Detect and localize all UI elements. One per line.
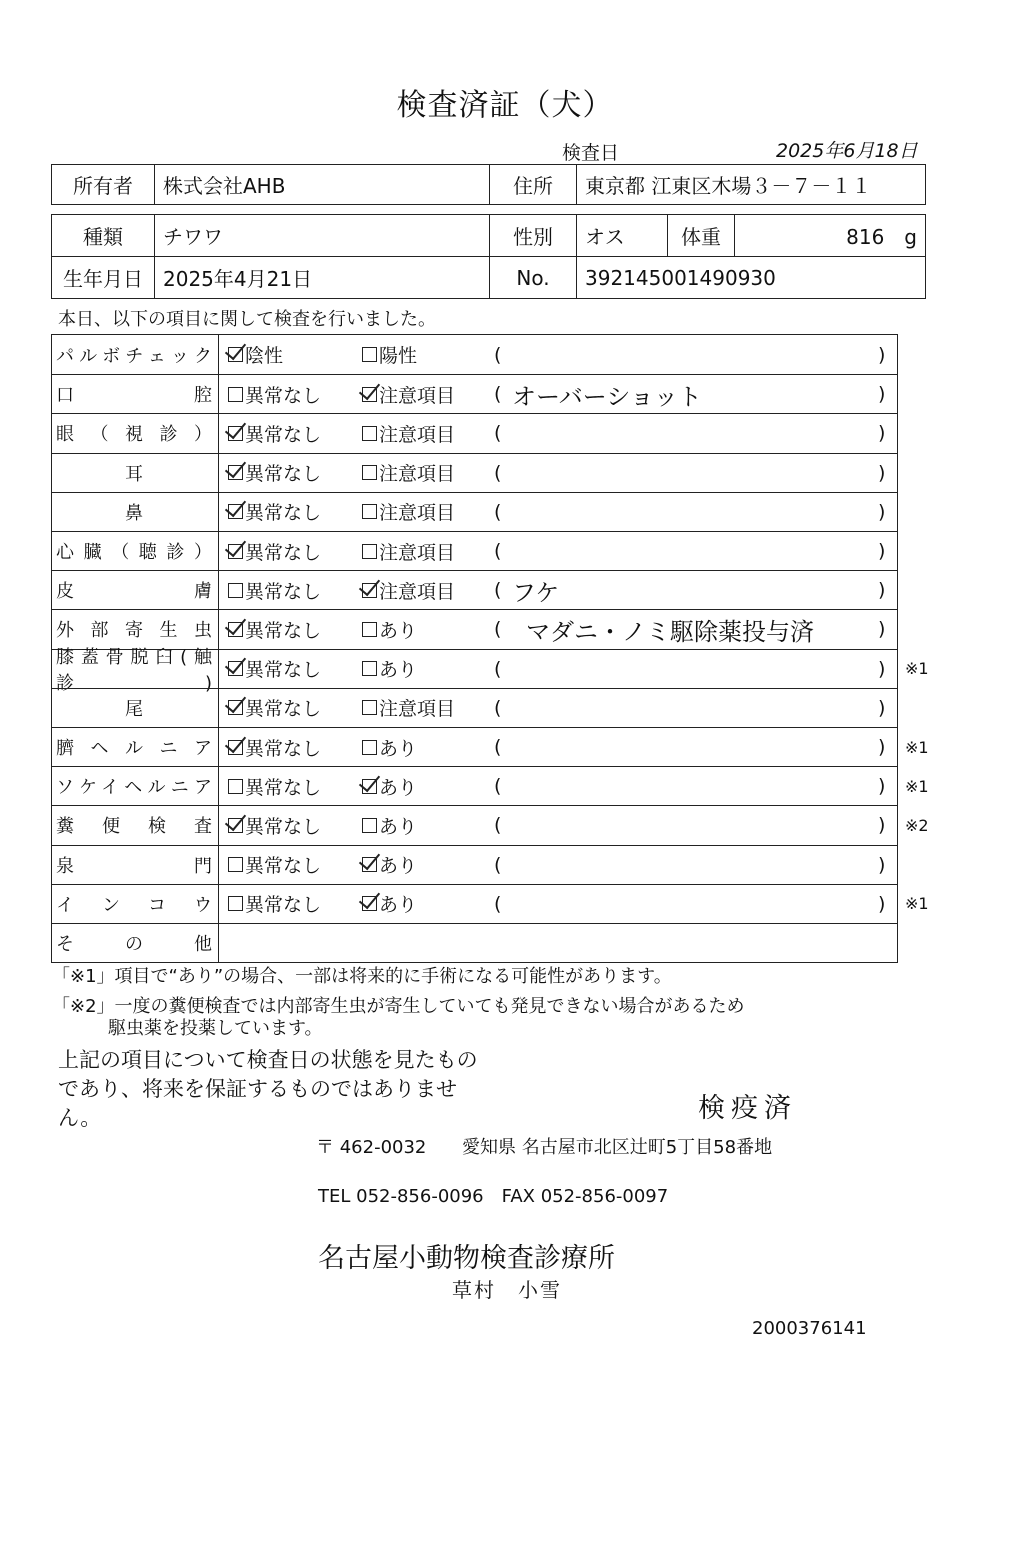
row-option: [362, 493, 455, 531]
checkbox-icon: [228, 583, 243, 598]
option-label: 異常なし: [245, 815, 322, 838]
row-item-label: 尾: [125, 698, 145, 720]
row-item-label: 膝蓋骨脱臼(触診): [56, 646, 214, 694]
option-label: 異常なし: [245, 855, 322, 878]
row-note: オーバーショット: [512, 382, 702, 411]
inspection-row: [52, 727, 929, 766]
option-label: 異常なし: [245, 894, 322, 917]
option-label: 異常なし: [245, 619, 322, 642]
quarantine-stamp: 検疫済: [698, 1093, 797, 1124]
row-option: [228, 846, 321, 884]
footnote-mark: ※1: [905, 737, 929, 757]
paren-open: (: [494, 343, 502, 366]
checkbox-icon: [362, 544, 377, 559]
inspection-row: [52, 413, 897, 452]
breed-value: チワワ: [155, 215, 490, 257]
option-label: 陽性: [379, 345, 418, 368]
disclaimer: 上記の項目について検査日の状態を見たものであり、将来を保証するものではありません。: [58, 1048, 478, 1130]
option-label: 注意項目: [379, 384, 456, 407]
checkbox-icon: [228, 465, 243, 480]
checkbox-icon: [228, 857, 243, 872]
row-option: [228, 335, 283, 374]
sex-label: 性別: [490, 215, 577, 257]
notice-text: 本日、以下の項目に関して検査を行いました。: [58, 309, 436, 330]
inspection-row: [52, 845, 897, 884]
row-item-name: [52, 885, 219, 923]
checkbox-icon: [362, 896, 377, 911]
checkbox-icon: [362, 818, 377, 833]
page-title: 検査済証（犬）: [396, 88, 614, 123]
row-item-name: [52, 493, 219, 531]
row-item-name: [52, 571, 219, 609]
row-item-label: 糞便検査: [56, 816, 214, 838]
row-option: [228, 493, 321, 531]
footnote-mark: ※2: [905, 815, 929, 835]
row-option: [362, 767, 417, 805]
footnote-mark: ※1: [905, 894, 929, 914]
paren-open: (: [494, 775, 502, 798]
paren-open: (: [494, 461, 502, 484]
row-option: [228, 532, 321, 570]
clinic-name: 名古屋小動物検査診療所: [318, 1243, 615, 1274]
pet-table: [51, 214, 926, 299]
paren-close: ): [878, 775, 886, 798]
inspection-row: [52, 688, 897, 727]
inspection-row: [52, 766, 929, 805]
option-label: 注意項目: [379, 423, 456, 446]
row-option: [362, 414, 455, 452]
paren-close: ): [878, 540, 886, 563]
inspection-row-other: [52, 923, 897, 962]
sex-value: オス: [577, 215, 668, 257]
row-option: [228, 650, 321, 688]
paren-open: (: [494, 657, 502, 680]
checkbox-icon: [228, 504, 243, 519]
inspection-row: [52, 805, 929, 844]
row-item-label: 眼（視診）: [56, 424, 214, 446]
row-item-name: [52, 728, 219, 766]
row-item-label: 皮 膚: [56, 581, 214, 603]
option-label: 異常なし: [245, 698, 322, 721]
owner-table: [51, 164, 926, 205]
footnote-1: 「※1」項目で“あり”の場合、一部は将来的に手術になる可能性があります。: [52, 966, 672, 987]
row-item-label: 泉 門: [56, 855, 214, 877]
option-label: あり: [379, 776, 418, 799]
paren-close: ): [878, 343, 886, 366]
inspection-grid: [51, 334, 929, 963]
paren-open: (: [494, 579, 502, 602]
checkbox-icon: [228, 426, 243, 441]
paren-close: ): [878, 618, 886, 641]
row-option: [362, 335, 417, 374]
row-item-label: 鼻: [125, 502, 145, 524]
option-label: 異常なし: [245, 463, 322, 486]
row-item-name: [52, 375, 219, 413]
paren-close: ): [878, 736, 886, 759]
checkbox-icon: [228, 661, 243, 676]
option-label: 注意項目: [379, 580, 456, 603]
option-label: 異常なし: [245, 737, 322, 760]
option-label: 異常なし: [245, 384, 322, 407]
row-item-label: ソケイヘルニア: [56, 777, 214, 799]
row-option: [362, 571, 455, 609]
paren-close: ): [878, 422, 886, 445]
footnote-mark: ※1: [905, 776, 929, 796]
row-item-label: 耳: [125, 463, 145, 485]
option-label: あり: [379, 855, 418, 878]
option-label: 異常なし: [245, 776, 322, 799]
owner-label: 所有者: [52, 165, 155, 205]
option-label: 異常なし: [245, 659, 322, 682]
paren-open: (: [494, 892, 502, 915]
paren-close: ): [878, 657, 886, 680]
paren-open: (: [494, 383, 502, 406]
row-note: フケ: [512, 578, 560, 607]
row-item-name: [52, 335, 219, 374]
inspection-row: [52, 884, 929, 923]
option-label: 注意項目: [379, 502, 456, 525]
row-option: [228, 571, 321, 609]
row-item-name: [52, 454, 219, 492]
row-option: [362, 806, 417, 844]
postal-code: 〒 462-0032: [316, 1137, 427, 1158]
row-item-name: [52, 646, 219, 694]
row-item-name: [52, 846, 219, 884]
inspection-row: [52, 646, 929, 694]
paren-open: (: [494, 618, 502, 641]
row-option: [228, 610, 321, 648]
row-option: [362, 846, 417, 884]
paren-close: ): [878, 579, 886, 602]
checkbox-icon: [228, 740, 243, 755]
inspection-row: [52, 492, 897, 531]
checkbox-icon: [362, 347, 377, 362]
row-item-name: [52, 532, 219, 570]
checkbox-icon: [362, 700, 377, 715]
checkbox-icon: [228, 700, 243, 715]
birth-value: 2025年4月21日: [155, 257, 490, 299]
checkbox-icon: [362, 387, 377, 402]
address-value: 東京都 江東区木場３－７－１１: [577, 165, 926, 205]
row-option: [362, 532, 455, 570]
row-option: [228, 806, 321, 844]
row-option: [362, 610, 417, 648]
document-number: 2000376141: [752, 1318, 867, 1339]
row-option: [362, 689, 455, 727]
option-label: 異常なし: [245, 502, 322, 525]
row-item-name: [52, 806, 219, 844]
row-item-name: [52, 414, 219, 452]
row-item-label: パルボチェック: [56, 345, 214, 367]
checkbox-icon: [362, 661, 377, 676]
checkbox-icon: [228, 818, 243, 833]
paren-open: (: [494, 500, 502, 523]
row-option: [362, 885, 417, 923]
option-label: 陰性: [245, 345, 284, 368]
no-value: 392145001490930: [577, 257, 926, 299]
option-label: あり: [379, 737, 418, 760]
paren-close: ): [878, 500, 886, 523]
paren-close: ): [878, 461, 886, 484]
inspection-row: [52, 453, 897, 492]
paren-open: (: [494, 853, 502, 876]
birth-label: 生年月日: [52, 257, 155, 299]
row-item-name: [52, 924, 219, 962]
address-label: 住所: [490, 165, 577, 205]
checkbox-icon: [362, 857, 377, 872]
row-item-label: 外部寄生虫: [56, 620, 214, 642]
row-option: [362, 454, 455, 492]
paren-close: ): [878, 853, 886, 876]
checkbox-icon: [362, 740, 377, 755]
clinic-address: 愛知県 名古屋市北区辻町5丁目58番地: [462, 1137, 773, 1158]
paren-open: (: [494, 814, 502, 837]
checkbox-icon: [362, 426, 377, 441]
inspection-row: [52, 570, 897, 609]
footnote-mark: ※1: [905, 659, 929, 679]
paren-close: ): [878, 383, 886, 406]
checkbox-icon: [228, 896, 243, 911]
checkbox-icon: [228, 347, 243, 362]
paren-close: ): [878, 814, 886, 837]
paren-open: (: [494, 540, 502, 563]
checkbox-icon: [362, 622, 377, 637]
row-item-label: インコウ: [56, 894, 214, 916]
no-label: No.: [490, 257, 577, 299]
option-label: 異常なし: [245, 423, 322, 446]
checkbox-icon: [228, 779, 243, 794]
option-label: 異常なし: [245, 580, 322, 603]
inspection-row: [52, 335, 897, 374]
row-item-label: 臍ヘルニア: [56, 738, 214, 760]
row-option: [228, 454, 321, 492]
inspection-row: [52, 374, 897, 413]
row-item-label: 心臓（聴診）: [56, 542, 214, 564]
row-option: [362, 728, 417, 766]
option-label: 注意項目: [379, 698, 456, 721]
row-option: [362, 650, 417, 688]
row-option: [362, 375, 455, 413]
row-item-label: その他: [56, 934, 214, 956]
paren-close: ): [878, 696, 886, 719]
weight-value: 816 g: [735, 215, 926, 257]
inspection-row: [52, 531, 897, 570]
paren-close: ): [878, 892, 886, 915]
option-label: 注意項目: [379, 541, 456, 564]
weight-label: 体重: [668, 215, 735, 257]
checkbox-icon: [362, 465, 377, 480]
owner-value: 株式会社AHB: [155, 165, 490, 205]
option-label: 注意項目: [379, 463, 456, 486]
exam-date: 2025年6月18日: [776, 140, 918, 162]
row-item-label: 口 腔: [56, 385, 214, 407]
checkbox-icon: [362, 583, 377, 598]
row-item-name: [52, 689, 219, 727]
row-option: [228, 375, 321, 413]
paren-open: (: [494, 422, 502, 445]
option-label: あり: [379, 659, 418, 682]
row-option: [228, 689, 321, 727]
row-option: [228, 885, 321, 923]
option-label: あり: [379, 815, 418, 838]
footnote-2: 「※2」一度の糞便検査では内部寄生虫が寄生していても発見できない場合があるため: [52, 996, 745, 1017]
row-option: [228, 767, 321, 805]
option-label: あり: [379, 619, 418, 642]
checkbox-icon: [228, 544, 243, 559]
exam-date-label: 検査日: [562, 142, 620, 164]
checkbox-icon: [228, 622, 243, 637]
row-option: [228, 414, 321, 452]
paren-open: (: [494, 696, 502, 719]
option-label: 異常なし: [245, 541, 322, 564]
clinic-phone: TEL 052-856-0096 FAX 052-856-0097: [318, 1186, 669, 1207]
breed-label: 種類: [52, 215, 155, 257]
checkbox-icon: [362, 779, 377, 794]
row-item-name: [52, 767, 219, 805]
vet-name: 草村 小雪: [452, 1278, 562, 1302]
option-label: あり: [379, 894, 418, 917]
footnote-3: 駆虫薬を投薬しています。: [108, 1018, 323, 1039]
paren-open: (: [494, 736, 502, 759]
row-option: [228, 728, 321, 766]
checkbox-icon: [228, 387, 243, 402]
row-note: マダニ・ノミ駆除薬投与済: [526, 617, 814, 646]
checkbox-icon: [362, 504, 377, 519]
